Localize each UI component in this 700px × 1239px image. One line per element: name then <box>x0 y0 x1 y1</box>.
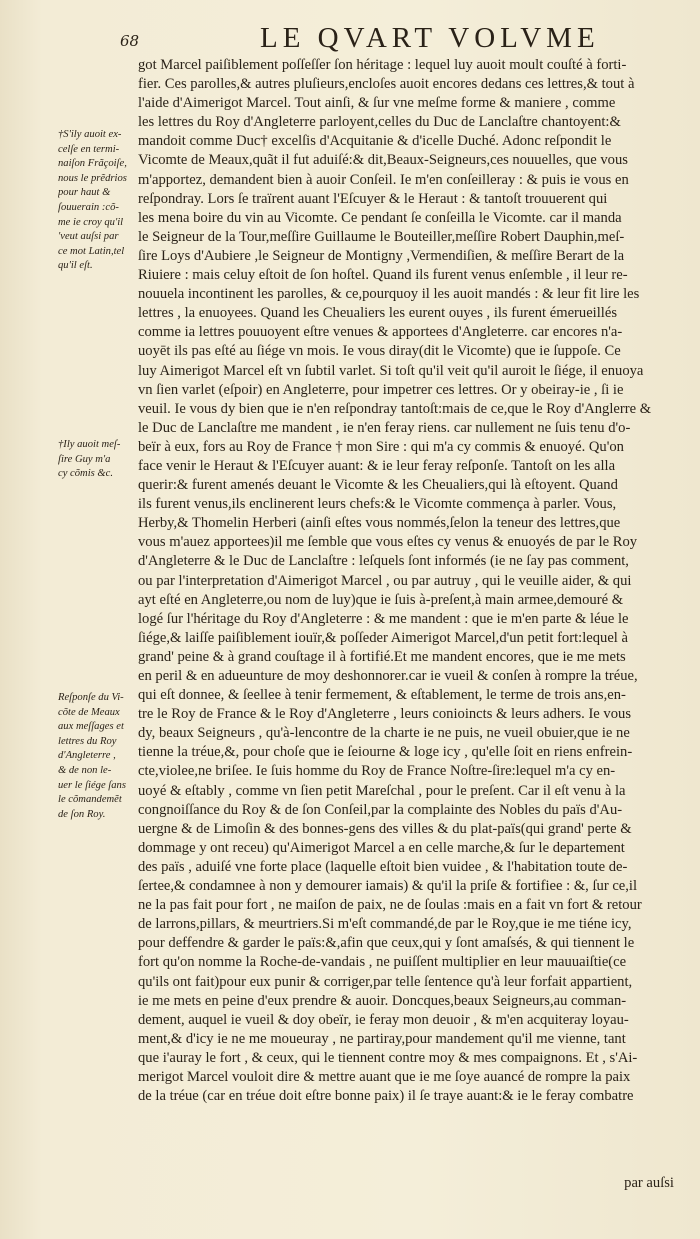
text-line: de larrons,pillars, & meurtriers.Si m'eſt commandé,de par le Roy,que ie me tiéne icy, <box>138 916 632 933</box>
margin-note-line: †S'ily auoit ex- <box>58 129 122 140</box>
text-line: m'apportez, demandent bien à auoir Conſeil. Ie m'en conſeilleray : & puis ie vous en <box>138 171 629 188</box>
text-line: ils furent venus,ils enclinerent leurs chefs:& le Vicomte commença à parler. Vous, <box>138 496 617 513</box>
text-line: qu'ils ont fait)pour eux punir & corriger,par telle ſentence qu'à leur forfait appartient, <box>138 973 633 990</box>
text-line: en peril & en adueunture de moy deshonnorer.car ie vueil & conſen à rompre la tréue, <box>138 668 638 684</box>
margin-note-line: qu'il eſt. <box>58 260 93 272</box>
text-line: ie me mets en peine d'eux prendre & auoir. Doncques,beaux Seigneurs,au comman- <box>138 992 627 1009</box>
text-line: ne la pas fait pour fort , ne maiſon de paix, ne de ſoulas :mais en a fait vn fort & retour <box>138 897 642 914</box>
text-line: les lettres du Roy d'Angleterre parloyent,celles du Duc de Lanclaſtre chantoyent:& <box>138 114 621 131</box>
text-line: qui eſt donnee, & ſeellee à tenir fermement, & eſtablement, le terme de trois ans,en- <box>138 687 626 704</box>
text-line: dy, beaux Seigneurs , qu'à-lencontre de la charte ie ne puis, ne vueil obuier,que ie ne <box>138 725 630 742</box>
text-line: que i'auray le fort , & ceux, qui le tiennent contre moy & mes compaignons. Et , s'Ai- <box>138 1049 638 1066</box>
text-line: Herby,& Thomelin Herberi (ainſi eſtes vous nommés,ſelon la teneur des lettres,que <box>138 515 621 532</box>
text-line: uoyēt ils pas eſté au ſiége vn mois. Ie vous diray(dit le Vicomte) que ie ſuppoſe. Ce <box>138 343 621 360</box>
page-number: 68 <box>120 32 140 50</box>
margin-note-line: cõte de Meaux <box>58 706 120 718</box>
text-line: reſpondray. Lors ſe traïrent auant l'Eſcuyer & le Heraut : & tantoſt trouuerent qui <box>138 190 608 207</box>
text-line: ſiége,& laiſſe paiſiblement iouïr,& poſſeder Aimerigot Marcel,d'un petit fort:lequel à <box>138 629 628 646</box>
margin-note-guy <box>58 438 140 482</box>
text-line: dommage y ont receu) qu'Aimerigot Marcel a en celle marche,& ſur le departement <box>138 839 625 856</box>
text-line: comme ia lettres pouuoyent eſtre venues & apportees d'Angleterre. car encores n'a- <box>138 324 623 341</box>
margin-note-line: uer le ſiége ſans <box>58 779 126 791</box>
text-line: fier. Ces parolles,& autres pluſieurs,encloſes auoit encores dedans ces lettres,& tout à <box>138 76 635 93</box>
text-line: merigot Marcel vouloit dire & mettre auant que ie me ſoye auancé de rompre la paix <box>138 1068 631 1085</box>
text-line: cte,violee,ne briſee. Ie ſuis homme du Roy de France Noſtre-ſire:lequel m'a cy en- <box>138 763 616 780</box>
margin-note-line: cy cõmis &c. <box>58 468 114 480</box>
margin-note-line: ſire Guy m'a <box>58 453 111 465</box>
running-title: LE QVART VOLVME <box>260 22 600 54</box>
margin-note-line: de ſon Roy. <box>58 808 106 820</box>
text-line: logé ſur l'héritage du Roy d'Angleterre : & me mandent : que ie m'en parte & léue le <box>138 610 629 627</box>
margin-note-line: †Ily auoit meſ- <box>58 439 121 450</box>
margin-note-superlative <box>58 128 140 274</box>
text-line: fort qu'on nomme la Roche-de-vandais , ne puiſſent multiplier en leur mauuaiſtie(ce <box>138 954 627 971</box>
margin-note-line: & de non le- <box>58 764 112 776</box>
text-line: de la tréue (car en tréue doit eſtre bonne paix) il ſe traye auant:& ie le feray combatre <box>138 1088 634 1105</box>
text-line: ſire Loys d'Aubiere ,le Seigneur de Montigny ,Vermendiſien, & meſſire Berart de la <box>138 247 625 264</box>
margin-note-line: le cõmandemẽt <box>58 794 122 806</box>
text-line: querir:& furent amenés deuant le Vicomte & les Cheualiers,qui là eſtoyent. Quand <box>138 477 618 494</box>
margin-note-line: d'Angleterre , <box>58 750 116 762</box>
margin-note-line: pour haut & <box>58 187 111 199</box>
catchword: par auſsi <box>624 1175 674 1191</box>
text-line: des païs , aduiſé vne forte place (laquelle eſtoit bien vuidee , & l'habitation toute de- <box>138 858 628 875</box>
text-line: pour deffendre & garder le païs:&,afin que ceux,qui y ſont amaſsés, & qui tiennent le <box>138 935 635 952</box>
text-line: tienne la tréue,&, pour choſe que ie ſeiourne & loge icy , qu'elle ſoit en riens enfrein- <box>138 744 633 761</box>
text-line: le Duc de Lanclaſtre me mandent , ie n'en feray riens. car nullement ne ſuis tenu d'o- <box>138 419 631 436</box>
margin-note-line: lettres du Roy <box>58 735 117 747</box>
margin-note-line: Reſponſe du Vi- <box>58 692 124 703</box>
text-line: got Marcel paiſiblement poſſeſſer ſon héritage : lequel luy auoit moult couſté à forti- <box>138 57 627 73</box>
text-line: le Seigneur de la Tour,meſſire Guillaume le Bouteiller,meſſire Robert Dauphin,meſ- <box>138 228 625 245</box>
text-line: beïr à eux, fors au Roy de France † mon Sire : qui m'a cy commis & enuoyé. Qu'on <box>138 438 624 455</box>
margin-note-line: celſe en termi- <box>58 143 120 155</box>
text-line: tre le Roy de France & le Roy d'Angleterre , leurs conioincts & leurs adhers. Ie vous <box>138 706 632 723</box>
margin-note-line: naiſon Frãçoiſe, <box>58 158 127 170</box>
margin-note-line: nous le prẽdrios <box>58 172 127 184</box>
margin-note-line: ſouuerain :cõ- <box>58 201 119 213</box>
margin-note-line: ce mot Latin,tel <box>58 245 125 257</box>
text-line: congnoiſſance du Roy & de ſon Conſeil,par la complainte des Nobles du païs d'Au- <box>138 801 623 818</box>
text-line: lettres , la enuoyees. Quand les Cheualiers les eurent ouyes , ils furent émerueillés <box>138 305 618 322</box>
text-line: dement, auquel ie vueil & doy obeïr, ie feray mon deuoir , & m'en acquiteray loyau- <box>138 1011 629 1028</box>
text-line: veuil. Ie vous dy bien que ie n'en reſpondray tantoſt:mais de ce,que le Roy d'Anglerre & <box>138 400 652 417</box>
text-line: ayt eſté en Angleterre,ou nom de luy)que ie ſuis à-preſent,à main armee,demouré & <box>138 591 624 608</box>
margin-note-line: me ie croy qu'il <box>58 216 124 228</box>
text-line: grand' peine & à grand couſtage il à fortifié.Et me mandent encores, que ie me mets <box>138 648 626 665</box>
text-line: nouuela incontinent les parolles, & ce,pourquoy il les auoit mandés : & leur fit lire les <box>138 286 640 303</box>
main-text-column <box>138 56 679 1106</box>
text-line: vous m'auez apportees)il me ſemble que vous eſtes cy venus & enuoyés de par le Roy <box>138 534 638 551</box>
text-line: d'Angleterre & le Duc de Lanclaſtre : leſquels ſont informés (ie ne ſay pas comment, <box>138 553 629 570</box>
text-line: Vicomte de Meaux,quãt il fut aduiſé:& dit,Beaux-Seigneurs,ces nouuelles, que vous <box>138 152 628 169</box>
text-line: les mena boire du vin au Vicomte. Ce pendant ſe conſeilla le Vicomte. car il manda <box>138 209 622 226</box>
text-line: l'aide d'Aimerigot Marcel. Tout ainſi, & ſur vne meſme forme & maniere , comme <box>138 95 616 112</box>
text-line: Riuiere : mais celuy eſtoit de ſon hoſtel. Quand ils furent venus enſemble , il leur re- <box>138 267 628 284</box>
text-line: face venir le Heraut & l'Eſcuyer auant: & ie leur feray reſponſe. Tantoſt on les alla <box>138 457 616 474</box>
page-header <box>120 20 690 54</box>
text-line: luy Aimerigot Marcel eſt vn ſubtil varlet. Si toſt qu'il veit qu'il auroit le ſiége, il enuoya <box>138 362 644 379</box>
text-line: ſertee,& condamnee à non y demourer iamais) & qu'il la priſe & fortifiee : &, ſur ce,il <box>138 878 638 895</box>
text-line: ment,& d'icy ie ne me moueuray , ne partiray,pour mandement qu'il me vienne, tant <box>138 1030 626 1047</box>
text-line: mandoit comme Duc† excelſis d'Acquitanie & d'icelle Duché. Adonc reſpondit le <box>138 133 612 150</box>
text-line: uergne & de Limoſin & des bonnes-gens des villes & du plat-païs(qui grand' perte & <box>138 820 632 837</box>
text-line: vn ſien varlet (eſpoir) en Angleterre, pour impetrer ces lettres. Or y obeiray-ie , ſi ie <box>138 381 624 398</box>
margin-note-line: 'veut auſsi par <box>58 231 119 243</box>
margin-note-line: aux meſſages et <box>58 721 124 733</box>
text-line: ou par l'interpretation d'Aimerigot Marcel , ou par autruy , qui le veuille aider, & qui <box>138 572 632 589</box>
margin-note-response-vicomte <box>58 691 140 822</box>
text-line: uoyé & eſtably , comme vn ſien petit Mareſchal , pour le preſent. Car il eſt venu à la <box>138 782 626 799</box>
